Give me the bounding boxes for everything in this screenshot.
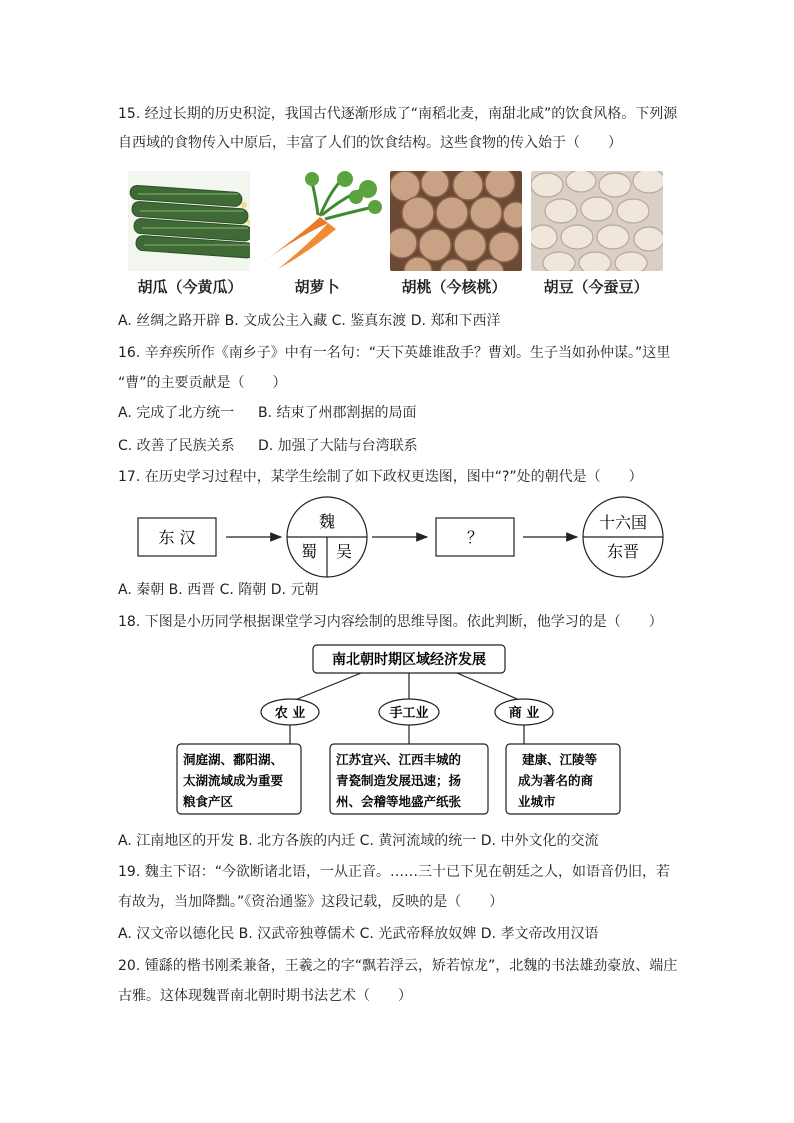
carrot-caption: 胡萝卜 (294, 278, 340, 296)
q16-stem-line1: 16. 辛弃疾所作《南乡子》中有一名句：“天下英雄谁敌手？曹刘。生子当如孙仲谋。”这里 (118, 345, 671, 361)
q16-option-c: C. 改善了民族关系 (118, 438, 235, 454)
q15-stem-line2: 自西域的食物传入中原后，丰富了人们的饮食结构。这些食物的传入始于（ ） (118, 135, 622, 151)
mindmap-leaf2-line3: 州、会稽等地盛产纸张 (336, 794, 462, 809)
walnut-caption: 胡桃（今核桃） (401, 278, 507, 296)
q16-option-a: A. 完成了北方统一 (118, 405, 235, 421)
mindmap-leaf1-line1: 洞庭湖、鄱阳湖、 (183, 752, 284, 767)
eastern-jin-label: 东晋 (606, 542, 640, 561)
q18-options: A. 江南地区的开发 B. 北方各族的内迁 C. 黄河流域的统一 D. 中外文化的交流 (118, 833, 599, 849)
q16-option-d: D. 加强了大陆与台湾联系 (258, 438, 418, 454)
mindmap-leaf1-line2: 太湖流域成为重要 (183, 773, 284, 788)
q15-stem-line1: 15. 经过长期的历史积淀，我国古代逐渐形成了“南稻北麦，南甜北咸”的饮食风格。下列源 (118, 106, 678, 122)
wu-label: 吴 (335, 542, 353, 561)
mindmap-leaf3-line3: 业城市 (518, 794, 556, 809)
q18-stem: 18. 下图是小历同学根据课堂学习内容绘制的思维导图。依此判断，他学习的是（ ） (118, 614, 663, 630)
q20-stem-line2: 古雅。这体现魏晋南北朝时期书法艺术（ ） (118, 988, 412, 1004)
q19-stem-line2: 有故为，当加降黜。”《资治通鉴》这段记载，反映的是（ ） (118, 894, 504, 910)
mindmap-branch-agriculture-label: 农 业 (274, 706, 306, 721)
mindmap-leaf3-line1: 建康、江陵等 (522, 752, 598, 767)
eastern-han-label: 东 汉 (158, 528, 196, 547)
shu-label: 蜀 (300, 542, 318, 561)
q20-stem-line1: 20. 锺繇的楷书刚柔兼备，王羲之的字“飘若浮云，矫若惊龙”，北魏的书法雄劲豪放、端庄 (118, 958, 678, 974)
q17-stem: 17. 在历史学习过程中，某学生绘制了如下政权更迭图，图中“?”处的朝代是（ ） (118, 469, 643, 485)
mindmap-leaf1-line3: 粮食产区 (183, 794, 234, 809)
q19-options: A. 汉文帝以德化民 B. 汉武帝独尊儒术 C. 光武帝释放奴婢 D. 孝文帝改用汉语 (118, 926, 599, 942)
q16-stem-line2: “曹”的主要贡献是（ ） (118, 375, 287, 391)
unknown-dynasty-label: ？ (466, 528, 484, 547)
mindmap-branch-handicraft-label: 手工业 (389, 706, 429, 721)
mindmap-root-label: 南北朝时期区域经济发展 (332, 652, 486, 668)
q16-option-b: B. 结束了州郡割据的局面 (258, 405, 417, 421)
mindmap-leaf2-line1: 江苏宜兴、江西丰城的 (336, 752, 462, 767)
sixteen-kingdoms-label: 十六国 (598, 513, 648, 532)
q19-stem-line1: 19. 魏主下诏：“今欲断诸北语，一从正音。……三十已下见在朝廷之人，如语音仍旧，若 (118, 864, 670, 880)
broad-bean-caption: 胡豆（今蚕豆） (543, 278, 649, 296)
mindmap-branch-commerce-label: 商 业 (508, 706, 540, 721)
q15-options: A. 丝绸之路开辟 B. 文成公主入藏 C. 鉴真东渡 D. 郑和下西洋 (118, 313, 501, 329)
mindmap-leaf2-line2: 青瓷制造发展迅速；扬 (336, 773, 462, 788)
cucumber-caption: 胡瓜（今黄瓜） (137, 278, 243, 296)
q17-options: A. 秦朝 B. 西晋 C. 隋朝 D. 元朝 (118, 582, 319, 598)
mindmap-leaf3-line2: 成为著名的商 (518, 773, 594, 788)
wei-label: 魏 (318, 512, 336, 531)
